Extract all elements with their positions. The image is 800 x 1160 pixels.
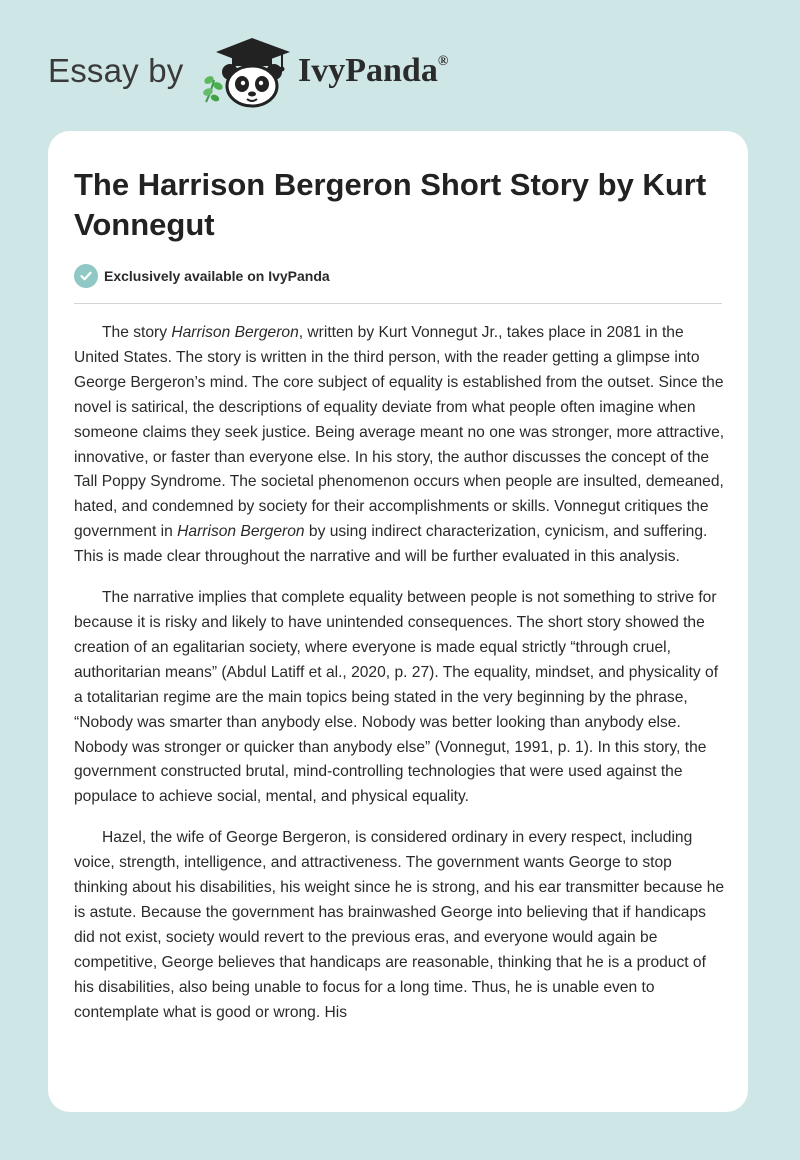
registered-mark: ® <box>437 54 449 69</box>
paragraph-text: by using indirect characterization, cynicism, and suffering. This is made clear throughout the narrative and will be further evaluated in this analysis. <box>74 523 708 566</box>
panda-graduate-icon[interactable] <box>200 36 296 108</box>
exclusive-badge <box>74 263 330 289</box>
paragraph: The narrative implies that complete equality between people is not something to strive for because it is risky and likely to have unintended consequences. The short story showed the creation of an egalitarian society, where everyone is made equal strictly “through cruel, authoritarian means” (Abdul Latiff et al., 2020, p. 27). The equality, mindset, and physicality of a totalitarian regime are the main topics being stated in the very beginning by the phrase, “Nobody was smarter than anybody else. Nobody was better looking than anybody else. Nobody was stronger or quicker than anybody else” (Vonnegut, 1991, p. 1). In this story, the government constructed brutal, mind-controlling technologies that were used against the populace to achieve social, mental, and physical equality. <box>74 589 719 806</box>
paragraph-text: The story <box>102 324 172 341</box>
essay-card <box>48 131 748 1112</box>
brand-name[interactable] <box>298 52 448 90</box>
divider <box>74 303 722 304</box>
paragraph: Hazel, the wife of George Bergeron, is considered ordinary in every respect, including voice, strength, intelligence, and attractiveness. The government wants George to stop thinking about his disabilities, his weight since he is strong, and his ear transmitter because he is astute. Because the government has brainwashed George into believing that if handicaps did not exist, society would revert to the previous eras, and everyone would again be competitive, George believes that handicaps are reasonable, thinking that he is a product of his disabilities, also being unable to focus for a long time. Thus, he is unable even to contemplate what is good or wrong. His <box>74 829 725 1021</box>
check-icon <box>74 264 98 288</box>
essay-title: The Harrison Bergeron Short Story by Kurt Vonnegut <box>74 167 707 242</box>
badge-text: Exclusively available on IvyPanda <box>104 268 330 284</box>
paragraph-text: , written by Kurt Vonnegut Jr., takes place in 2081 in the United States. The story is written in the third person, with the reader getting a glimpse into George Bergeron’s mind. The core subject of equality is established from the outset. Since the novel is satirical, the descriptions of equality deviate from what people often imagine when someone claims they seek justice. Being average meant no one was stronger, more attractive, innovative, or faster than everyone else. In his story, the author discusses the concept of the Tall Poppy Syndrome. The societal phenomenon occurs when people are insulted, demeaned, hated, and condemned by society for their accomplishments or skills. Vonnegut critiques the government in <box>74 324 725 541</box>
essay-by-label: Essay by <box>48 52 184 89</box>
brand-text: IvyPanda <box>298 52 438 89</box>
site-header <box>0 0 800 130</box>
story-title-italic: Harrison Bergeron <box>171 324 299 341</box>
essay-body <box>74 321 726 1041</box>
paragraph <box>74 321 726 570</box>
story-title-italic: Harrison Bergeron <box>177 523 305 541</box>
